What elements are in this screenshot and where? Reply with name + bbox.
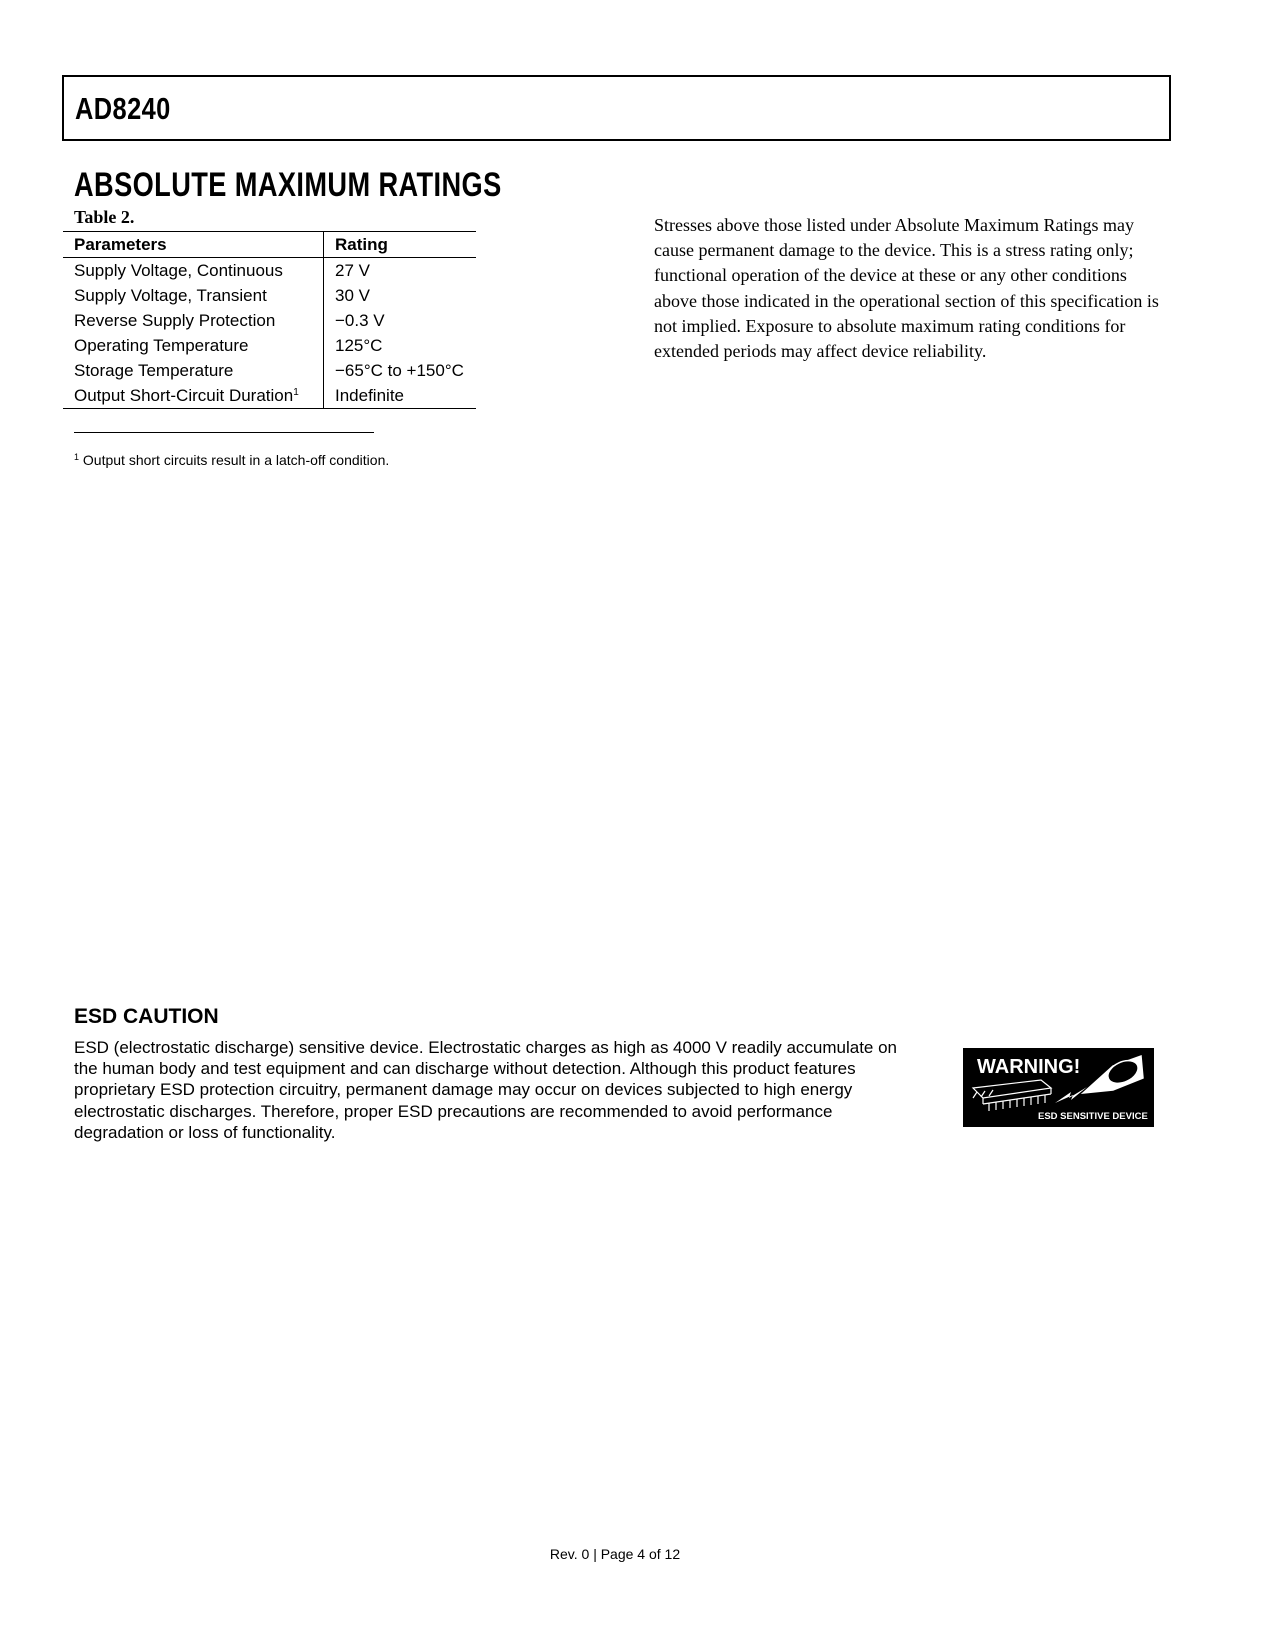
esd-warning-caption: ESD SENSITIVE DEVICE bbox=[1038, 1111, 1148, 1122]
table-row bbox=[63, 308, 476, 333]
table-row bbox=[63, 333, 476, 358]
table-caption: Table 2. bbox=[74, 207, 135, 227]
rating-cell: 30 V bbox=[335, 285, 370, 305]
footnote-text: Output short circuits result in a latch-off condition. bbox=[82, 452, 390, 468]
esd-caution-text: ESD (electrostatic discharge) sensitive device. Electrostatic charges as high as 4000 V readily accumulate on the human body and test equipment and can discharge without detection. Although this product features proprietary ESD protection circuitry, permanent damage may occur on devices subjected to high energy electrostatic discharges. Therefore, proper ESD precautions are recommended to avoid performance degradation or loss of functionality. bbox=[74, 1038, 898, 1142]
absolute-max-ratings-table bbox=[63, 231, 476, 409]
rating-cell: −65°C to +150°C bbox=[335, 360, 464, 380]
table-row bbox=[63, 283, 476, 308]
rating-cell: Indefinite bbox=[324, 383, 477, 409]
footnote-marker: 1 bbox=[74, 452, 80, 462]
esd-warning-heading: WARNING! bbox=[977, 1056, 1081, 1078]
footnote-ref: 1 bbox=[293, 386, 299, 398]
part-number: AD8240 bbox=[75, 91, 171, 126]
table-row bbox=[63, 258, 476, 284]
parameter-cell: Storage Temperature bbox=[63, 358, 324, 383]
parameter-cell: Supply Voltage, Transient bbox=[63, 283, 324, 308]
footnote-divider bbox=[74, 432, 374, 433]
column-header-parameters: Parameters bbox=[63, 232, 324, 258]
esd-warning-badge bbox=[963, 1048, 1154, 1127]
chip-icon bbox=[973, 1080, 1051, 1111]
table-header-row bbox=[63, 232, 476, 258]
page-footer: Rev. 0 | Page 4 of 12 bbox=[549, 1546, 681, 1562]
finger-icon bbox=[1083, 1056, 1143, 1093]
rating-cell: −0.3 V bbox=[335, 310, 385, 330]
lightning-bolt-icon bbox=[1055, 1087, 1087, 1103]
stress-paragraph: Stresses above those listed under Absolute Maximum Ratings may cause permanent damage to the device. This is a stress rating only; functional operation of the device at these or any other conditions above those indicated in the operational section of this specification is not implied. Exposure to absolute maximum rating conditions for extended periods may affect device reliability. bbox=[654, 215, 1159, 362]
esd-warning-icon bbox=[963, 1048, 1154, 1127]
table-row bbox=[63, 383, 476, 409]
rating-cell: 125°C bbox=[335, 335, 383, 355]
parameter-cell: Operating Temperature bbox=[63, 333, 324, 358]
section-title: ABSOLUTE MAXIMUM RATINGS bbox=[74, 166, 502, 204]
parameter-cell: Reverse Supply Protection bbox=[63, 308, 324, 333]
column-header-rating: Rating bbox=[324, 232, 477, 258]
rating-cell: 27 V bbox=[335, 260, 370, 280]
table-row bbox=[63, 358, 476, 383]
parameter-text: Output Short-Circuit Duration bbox=[74, 385, 294, 405]
footnote bbox=[74, 452, 389, 468]
parameter-cell: Supply Voltage, Continuous bbox=[63, 258, 324, 284]
parameter-cell bbox=[63, 383, 324, 409]
esd-caution-title: ESD CAUTION bbox=[74, 1005, 219, 1028]
header-box bbox=[62, 75, 1171, 141]
